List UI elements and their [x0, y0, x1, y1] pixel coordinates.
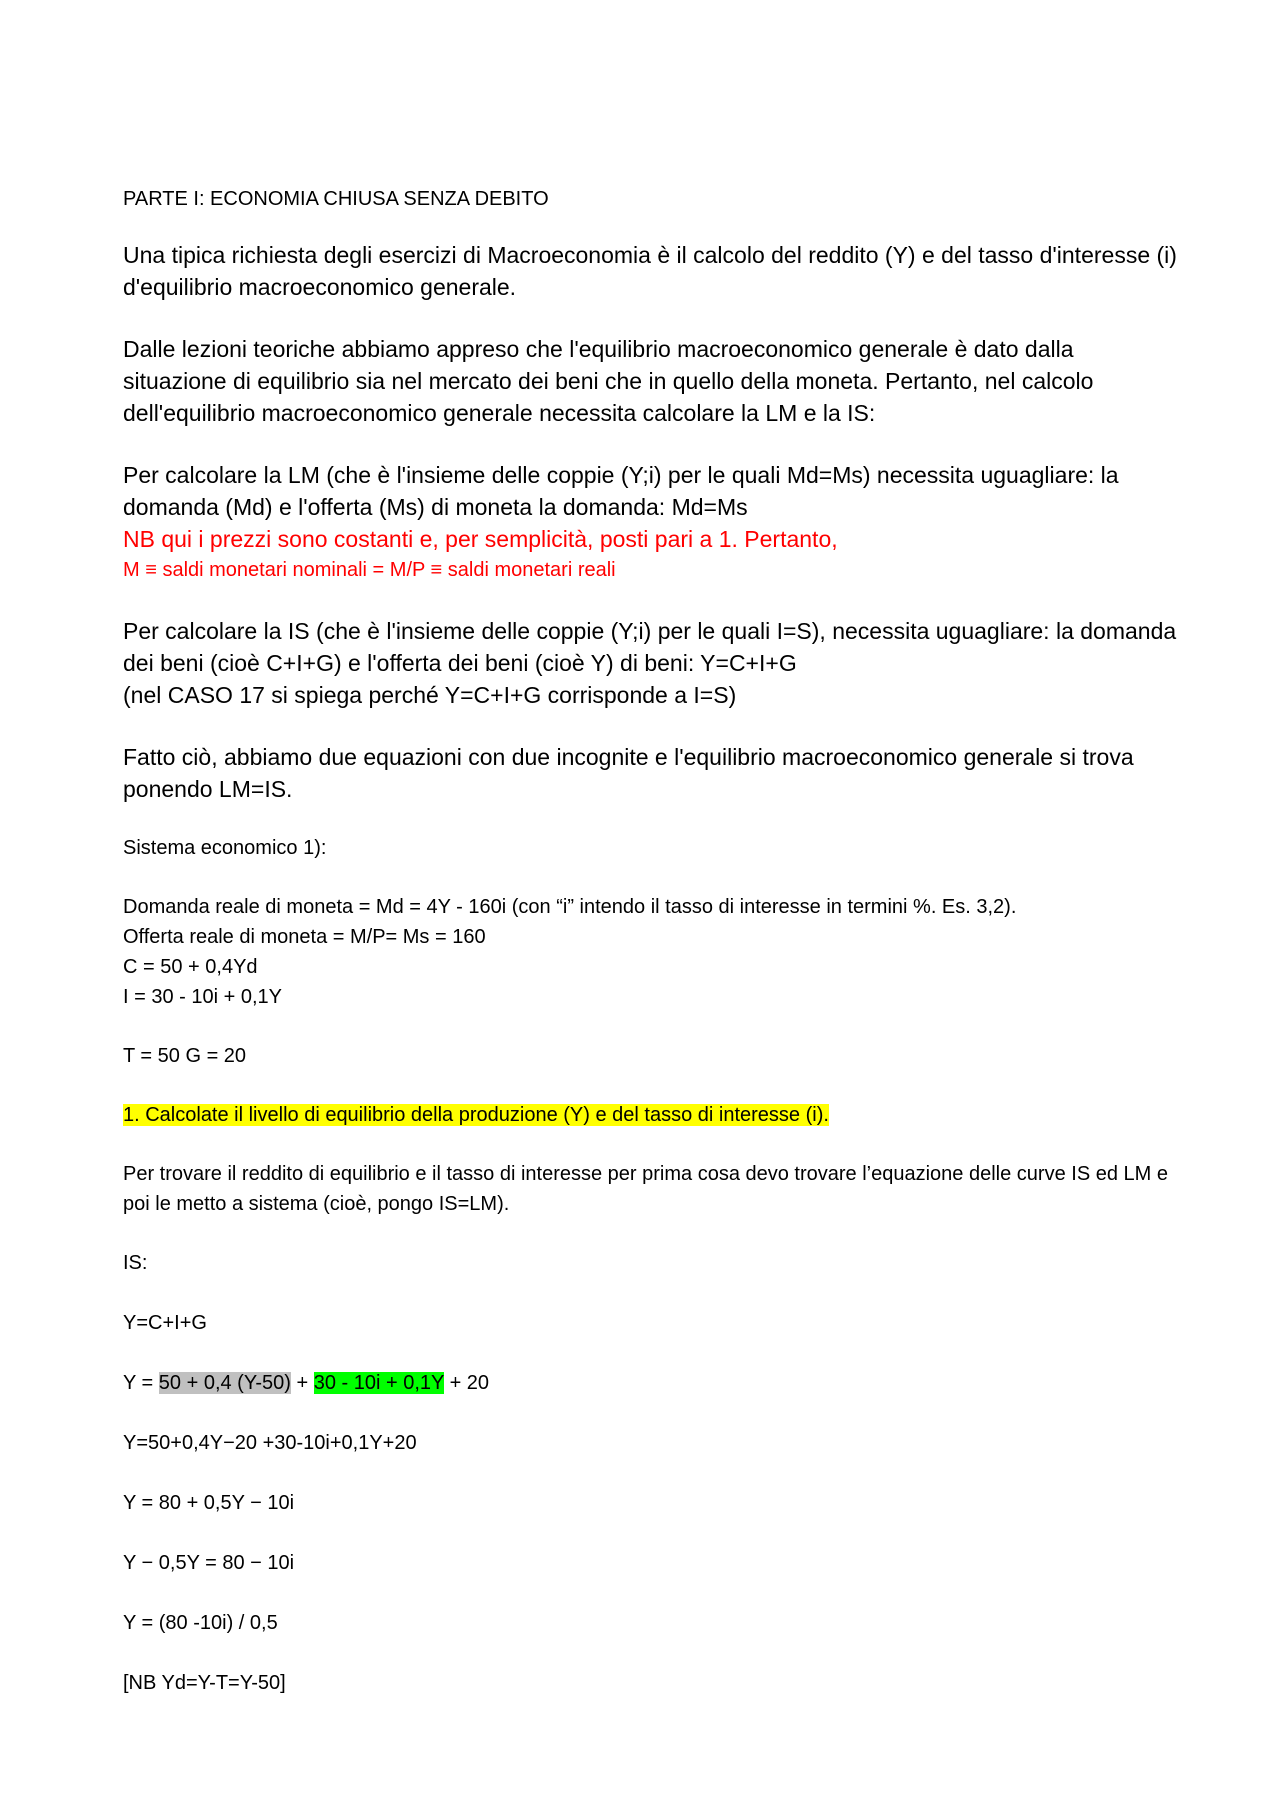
intro-paragraph: Una tipica richiesta degli esercizi di Macroeconomia è il calcolo del reddito (Y) e del tasso d'interesse (i) d'equilibrio macroeconomico generale.: [123, 242, 1177, 300]
equation-2-suffix: + 20: [444, 1372, 490, 1394]
lm-equals-is-paragraph: Fatto ciò, abbiamo due equazioni con due incognite e l'equilibrio macroeconomico generale si trova ponendo LM=IS.: [123, 744, 1134, 802]
equation-3: Y=50+0,4Y−20 +30-10i+0,1Y+20: [123, 1432, 417, 1454]
equation-5: Y − 0,5Y = 80 − 10i: [123, 1552, 295, 1574]
equation-2-prefix: Y =: [123, 1372, 159, 1394]
consumption-highlight: 50 + 0,4 (Y-50): [158, 1372, 291, 1394]
equation-6: Y = (80 -10i) / 0,5: [123, 1612, 278, 1634]
equation-1: Y=C+I+G: [123, 1312, 207, 1334]
sistema-line: Offerta reale di moneta = M/P= Ms = 160: [123, 926, 486, 948]
sistema-line: Domanda reale di moneta = Md = 4Y - 160i (con “i” intendo il tasso di interesse in termini %. Es. 3,2).: [123, 896, 1017, 918]
is-label: IS:: [123, 1252, 148, 1274]
equation-2-plus: +: [290, 1372, 314, 1394]
equilibrium-paragraph: Dalle lezioni teoriche abbiamo appreso che l'equilibrio macroeconomico generale è dato dalla situazione di equilibrio sia nel mercato dei beni che in quello della moneta. Pertanto, nel calcolo dell'equilibrio macroeconomico generale necessita calcolare la LM e la IS:: [123, 336, 1094, 426]
section-title: PARTE I: ECONOMIA CHIUSA SENZA DEBITO: [123, 188, 549, 210]
answer-intro: Per trovare il reddito di equilibrio e il tasso di interesse per prima cosa devo trovare l’equazione delle curve IS ed LM e poi le metto a sistema (cioè, pongo IS=LM).: [123, 1163, 1168, 1215]
equation-4: Y = 80 + 0,5Y − 10i: [123, 1492, 295, 1514]
is-paragraph: Per calcolare la IS (che è l'insieme delle coppie (Y;i) per le quali I=S), necessita uguagliare: la domanda dei beni (cioè C+I+G) e l'offerta dei beni (cioè Y) di beni: Y=C+I+G: [123, 618, 1177, 676]
sistema-title: Sistema economico 1):: [123, 837, 327, 859]
question-1: [123, 1100, 1183, 1130]
document-body: [123, 184, 1183, 1698]
disposable-income-note: [NB Yd=Y-T=Y-50]: [123, 1672, 286, 1694]
lm-note-balances: M ≡ saldi monetari nominali = M/P ≡ saldi monetari reali: [123, 559, 616, 581]
taxes-spending-line: T = 50 G = 20: [123, 1045, 247, 1067]
equation-2: [123, 1368, 1183, 1398]
sistema-line: C = 50 + 0,4Yd: [123, 956, 258, 978]
investment-highlight: 30 - 10i + 0,1Y: [313, 1372, 445, 1394]
lm-note-prices: NB qui i prezzi sono costanti e, per semplicità, posti pari a 1. Pertanto,: [123, 526, 838, 552]
lm-paragraph: Per calcolare la LM (che è l'insieme delle coppie (Y;i) per le quali Md=Ms) necessita uguagliare: la domanda (Md) e l'offerta (Ms) di moneta la domanda: Md=Ms: [123, 462, 1119, 520]
question-1-highlight: 1. Calcolate il livello di equilibrio della produzione (Y) e del tasso di interesse (i).: [123, 1104, 829, 1126]
is-note-case17: (nel CASO 17 si spiega perché Y=C+I+G corrisponde a I=S): [123, 682, 737, 708]
sistema-line: I = 30 - 10i + 0,1Y: [123, 986, 282, 1008]
